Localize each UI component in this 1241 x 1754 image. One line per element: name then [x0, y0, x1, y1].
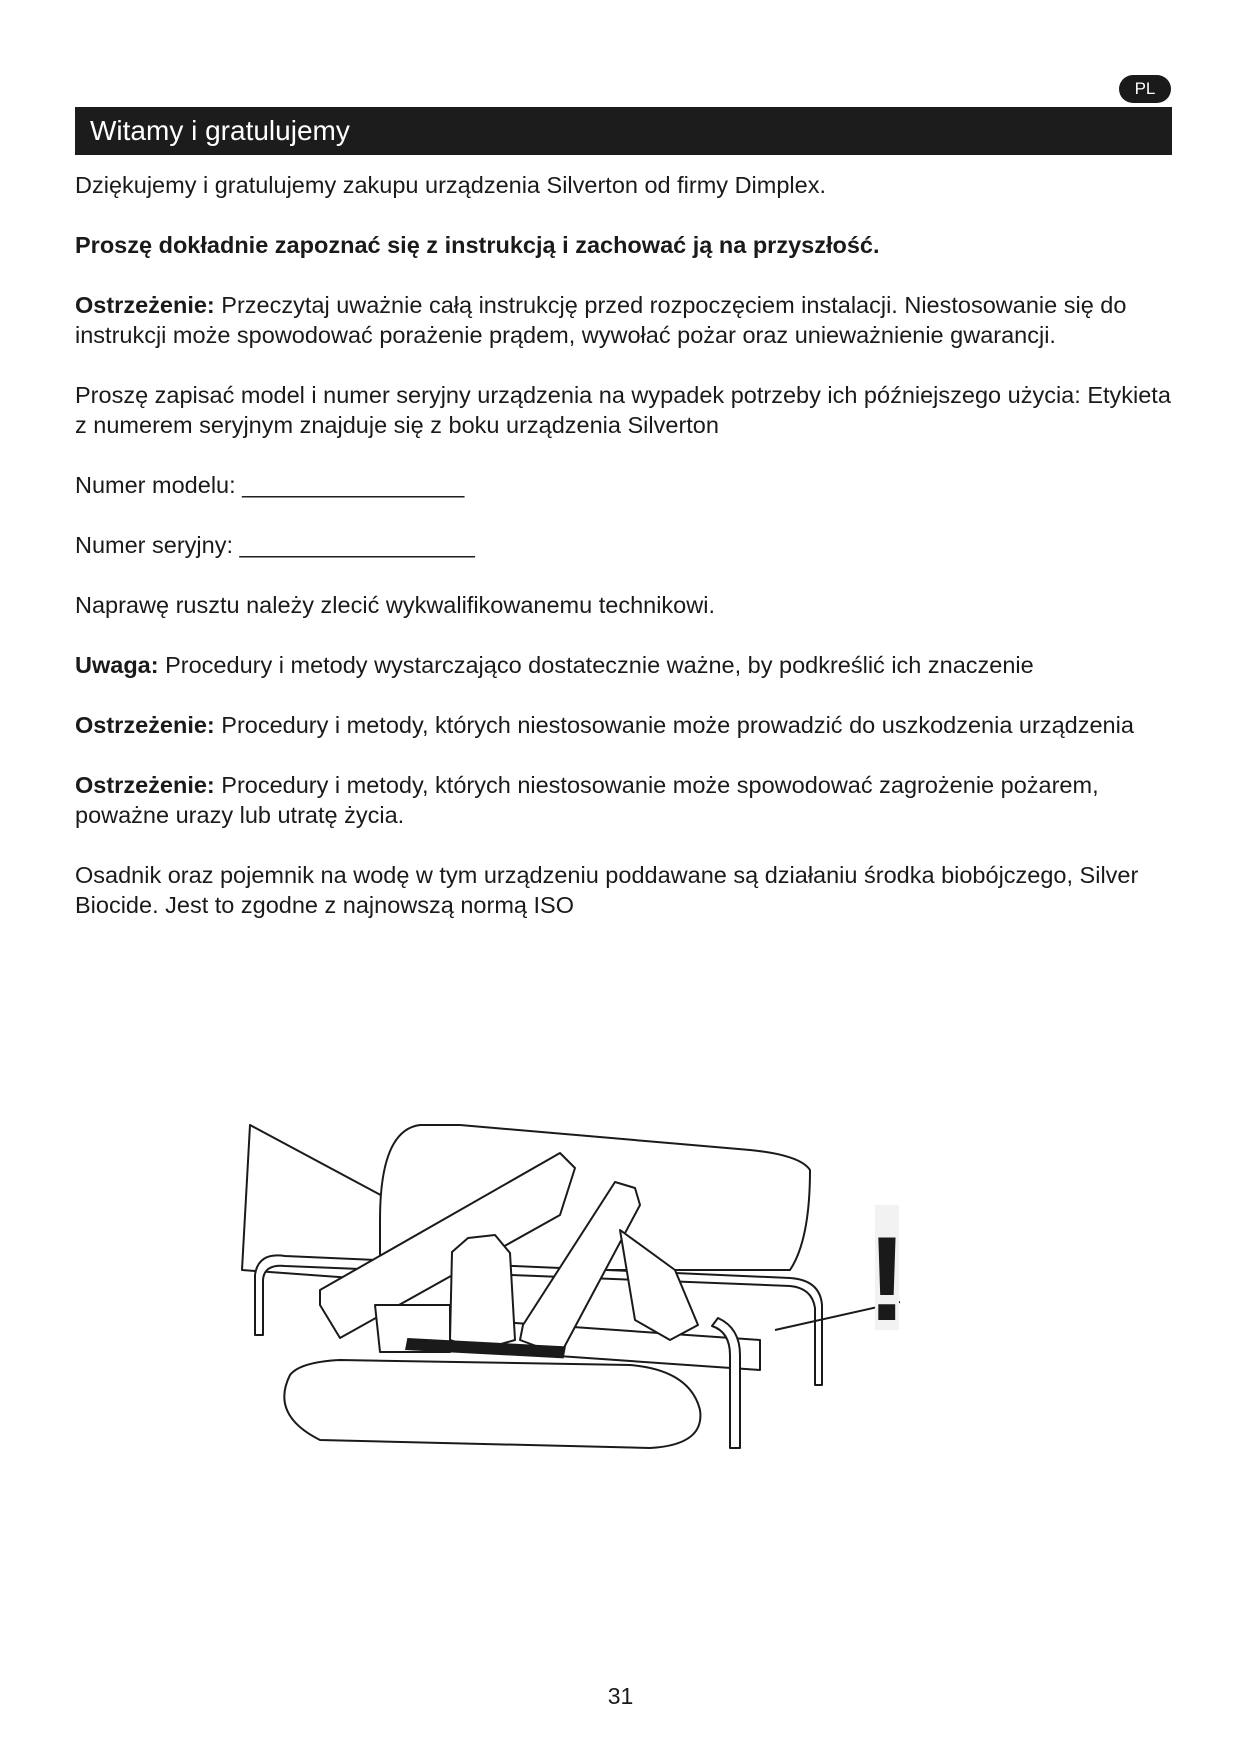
read-instructions-text: Proszę dokładnie zapoznać się z instrukcją i zachować ją na przyszłość. — [75, 232, 880, 258]
warning-label: Ostrzeżenie: — [75, 292, 215, 318]
main-content — [75, 170, 1175, 950]
ember-tray — [284, 1360, 700, 1448]
warning-fire-text: Procedury i metody, których niestosowanie może spowodować zagrożenie pożarem, poważne urazy lub utratę życia. — [75, 772, 1099, 828]
record-model-text: Proszę zapisać model i numer seryjny urządzenia na wypadek potrzeby ich późniejszego użycia: Etykieta z numerem seryjnym znajduje się z boku urządzenia Silverton — [75, 382, 1171, 438]
intro-text: Dziękujemy i gratulujemy zakupu urządzenia Silverton od firmy Dimplex. — [75, 172, 826, 198]
log-set-illustration — [230, 1070, 1030, 1470]
model-number-line: Numer modelu: _________________ — [75, 472, 465, 498]
warning-label: Ostrzeżenie: — [75, 712, 215, 738]
note-text: Procedury i metody wystarczająco dostatecznie ważne, by podkreślić ich znaczenie — [158, 652, 1034, 678]
warning-fire-paragraph — [75, 770, 1175, 830]
page-number: 31 — [607, 1683, 634, 1709]
warning-damage-paragraph — [75, 710, 1175, 740]
note-paragraph — [75, 650, 1175, 680]
upright-log — [450, 1235, 515, 1350]
exclamation-mark: ! — [867, 1212, 907, 1346]
warning-install-text: Przeczytaj uważnie całą instrukcję przed rozpoczęciem instalacji. Niestosowanie się do instrukcji może spowodować porażenie prądem, wywołać pożar oraz unieważnienie gwarancji. — [75, 292, 1127, 348]
serial-number-line: Numer seryjny: __________________ — [75, 532, 475, 558]
warning-damage-text: Procedury i metody, których niestosowanie może prowadzić do uszkodzenia urządzenia — [214, 712, 1134, 738]
warning-install-paragraph — [75, 290, 1175, 350]
warning-label: Ostrzeżenie: — [75, 772, 215, 798]
warning-icon — [867, 1205, 907, 1346]
section-title: Witamy i gratulujemy — [75, 107, 1172, 155]
language-badge: PL — [1119, 75, 1171, 103]
repair-text: Naprawę rusztu należy zlecić wykwalifikowanemu technikowi. — [75, 592, 715, 618]
biocide-text: Osadnik oraz pojemnik na wodę w tym urządzeniu poddawane są działaniu środka biobójczego, Silver Biocide. Jest to zgodne z najnowszą normą ISO — [75, 862, 1139, 918]
note-label: Uwaga: — [75, 652, 159, 678]
